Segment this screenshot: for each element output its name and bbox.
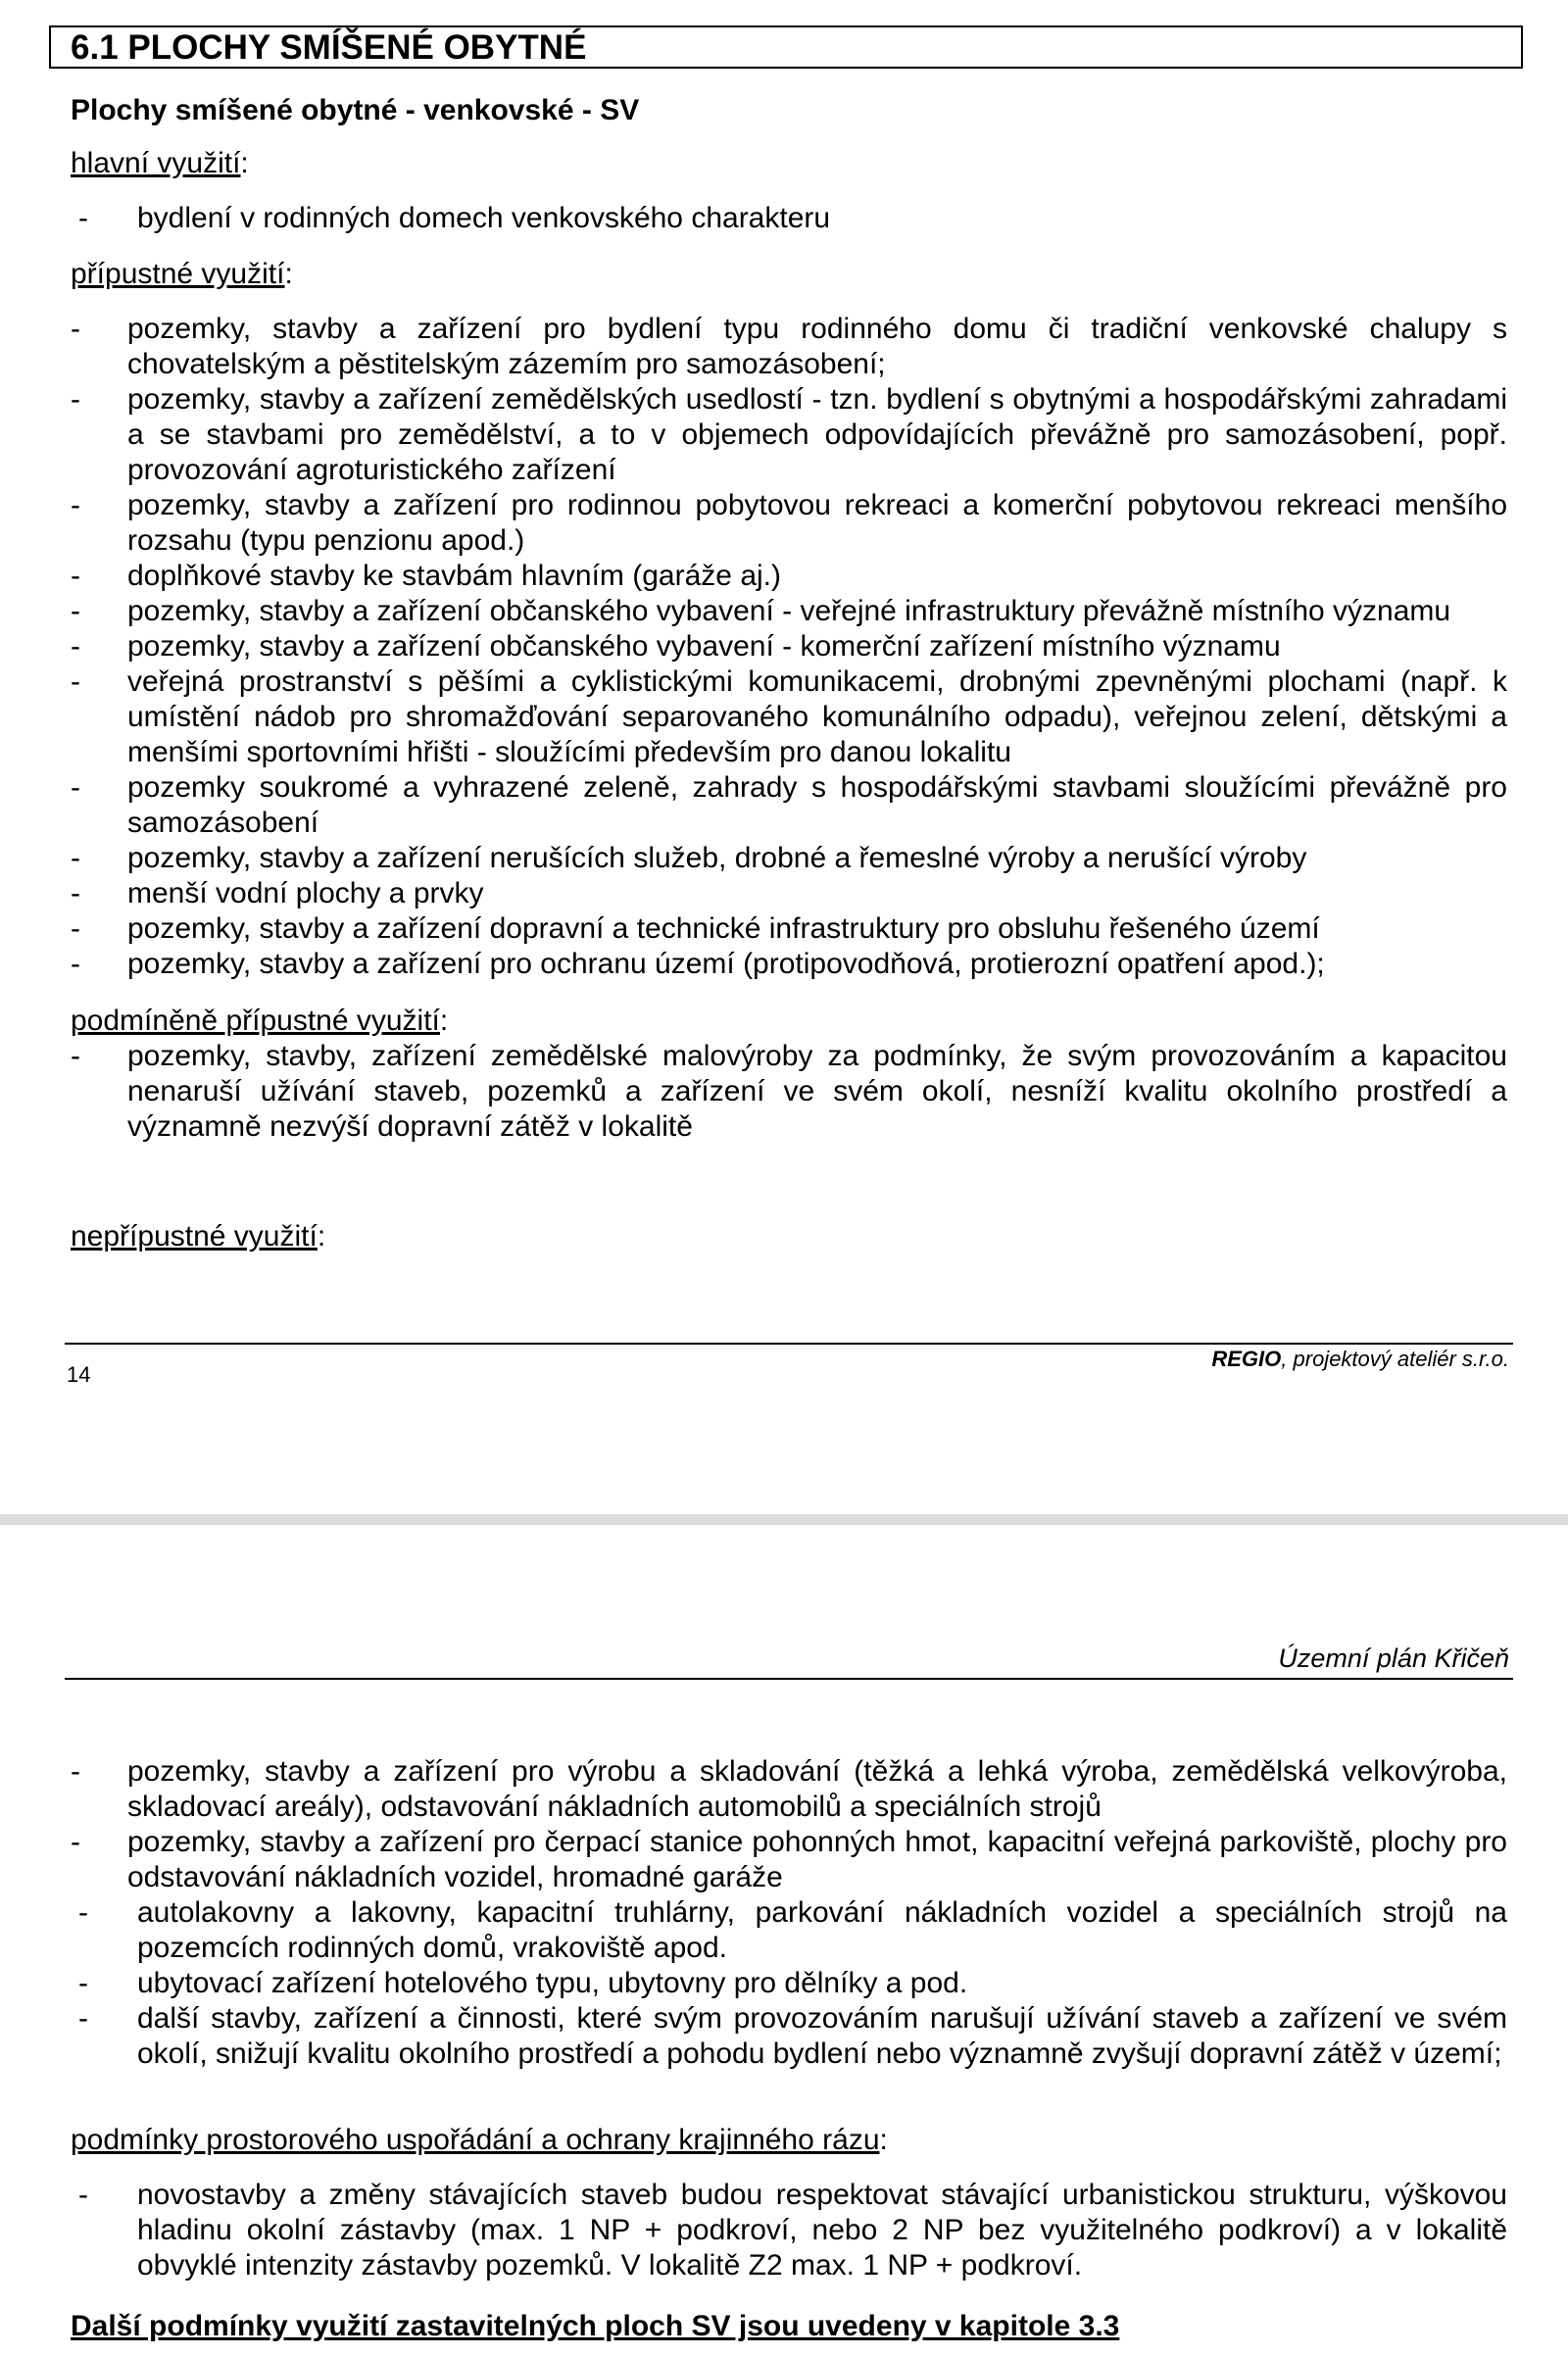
permitted-use-item: - veřejná prostranství s pěšími a cyklistickými komunikacemi, drobnými zpevněnými plochami (např. k umístění nádob pro shromažďování separovaného komunálního odpadu), veřejnou zelení, dětskými a menšími sportovními hřišti - sloužícími především pro danou lokalitu [71,665,1507,768]
list-dash: - [71,842,80,874]
header-rule [65,1678,1513,1680]
prohibited-use-item: - pozemky, stavby a zařízení pro výrobu a skladování (těžká a lehká výroba, zemědělská velkovýroba, skladovací areály), odstavování nákladních automobilů a speciálních strojů [71,1755,1507,1823]
permitted-use-item: - pozemky, stavby a zařízení pro rodinnou pobytovou rekreaci a komerční pobytovou rekreaci menšího rozsahu (typu penzionu apod.) [71,489,1507,557]
list-dash: - [71,595,80,627]
list-dash: - [71,383,80,416]
list-dash: - [78,2179,88,2211]
footer-firm: REGIO, projektový ateliér s.r.o. [1211,1347,1509,1371]
list-dash: - [71,912,80,945]
page-number: 14 [67,1362,91,1387]
list-dash: - [71,630,80,663]
list-dash: - [71,313,80,345]
main-use-item: - bydlení v rodinných domech venkovského charakteru [78,202,831,234]
conditional-use-item: - pozemky, stavby, zařízení zemědělské malovýroby za podmínky, že svým provozováním a kapacitou nenaruší užívání staveb, pozemků a zařízení ve svém okolí, nesníží kvalitu okolního prostředí a významně nezvýší dopravní zátěž v lokalitě [71,1040,1507,1143]
document-page-2 [0,1525,1568,2356]
prohibited-use-item: - pozemky, stavby a zařízení pro čerpací stanice pohonných hmot, kapacitní veřejná parkoviště, plochy pro odstavování nákladních vozidel, hromadné garáže [71,1826,1507,1893]
prohibited-use-item: - ubytovací zařízení hotelového typu, ubytovny pro dělníky a pod. [78,1967,968,1999]
list-dash: - [78,2002,88,2035]
list-dash: - [78,202,88,234]
subsection-title: Plochy smíšené obytné - venkovské - SV [71,94,640,126]
list-dash: - [71,1826,80,1858]
permitted-use-item: - pozemky, stavby a zařízení pro bydlení typu rodinného domu či tradiční venkovské chalupy s chovatelským a pěstitelským zázemím pro samozásobení; [71,313,1507,380]
conditional-use-label: podmíněně přípustné využití: [71,1005,449,1037]
section-title: 6.1 PLOCHY SMÍŠENÉ OBYTNÉ [71,28,587,67]
permitted-use-item: - menší vodní plochy a prvky [71,877,484,909]
permitted-use-item: - doplňkové stavby ke stavbám hlavním (garáže aj.) [71,560,781,592]
permitted-use-item: - pozemky, stavby a zařízení občanského vybavení - komerční zařízení místního významu [71,630,1281,663]
spatial-conditions-label: podmínky prostorového uspořádání a ochrany krajinného rázu: [71,2124,888,2156]
permitted-use-item: - pozemky, stavby a zařízení nerušících služeb, drobné a řemeslné výroby a nerušící výroby [71,842,1307,874]
prohibited-use-item: - další stavby, zařízení a činnosti, které svým provozováním narušují užívání staveb a zařízení ve svém okolí, snižují kvalitu okolního prostředí a pohodu bydlení nebo významně zvyšují dopravní zátěž v území; [78,2002,1507,2070]
list-dash: - [71,948,80,980]
list-dash: - [71,877,80,909]
prohibited-use-label: nepřípustné využití: [71,1220,326,1252]
list-dash: - [71,665,80,698]
footer-rule [65,1343,1513,1345]
section-title-box [49,25,1523,69]
permitted-use-item: - pozemky, stavby a zařízení dopravní a technické infrastruktury pro obsluhu řešeného území [71,912,1320,945]
list-dash: - [71,489,80,521]
permitted-use-item: - pozemky soukromé a vyhrazené zeleně, zahrady s hospodářskými stavbami sloužícími převážně pro samozásobení [71,771,1507,839]
prohibited-use-item: - autolakovny a lakovny, kapacitní truhlárny, parkování nákladních vozidel a speciálních strojů na pozemcích rodinných domů, vrakoviště apod. [78,1896,1507,1964]
page-separator [0,1514,1568,1525]
final-note: Další podmínky využití zastavitelných ploch SV jsou uvedeny v kapitole 3.3 [71,2310,1120,2342]
list-dash: - [71,1755,80,1788]
list-dash: - [78,1967,88,1999]
main-use-label: hlavní využití: [71,147,249,179]
list-dash: - [78,1896,88,1929]
list-dash: - [71,771,80,804]
list-dash: - [71,560,80,592]
header-title: Územní plán Křičeň [1278,1644,1509,1673]
list-dash: - [71,1040,80,1072]
spatial-conditions-item: - novostavby a změny stávajících staveb budou respektovat stávající urbanistickou strukturu, výškovou hladinu okolní zástavby (max. 1 NP + podkroví, nebo 2 NP bez využitelného podkroví) a v lokalitě obvyklé intenzity zástavby pozemků. V lokalitě Z2 max. 1 NP + podkroví. [78,2179,1507,2282]
permitted-use-item: - pozemky, stavby a zařízení pro ochranu území (protipovodňová, protierozní opatření apod.); [71,948,1325,980]
permitted-use-label: přípustné využití: [71,258,293,290]
permitted-use-item: - pozemky, stavby a zařízení občanského vybavení - veřejné infrastruktury převážně místního významu [71,595,1451,627]
permitted-use-item: - pozemky, stavby a zařízení zemědělských usedlostí - tzn. bydlení s obytnými a hospodářskými zahradami a se stavbami pro zemědělství, a to v objemech odpovídajících převážně pro samozásobení, popř. provozování agroturistického zařízení [71,383,1507,486]
